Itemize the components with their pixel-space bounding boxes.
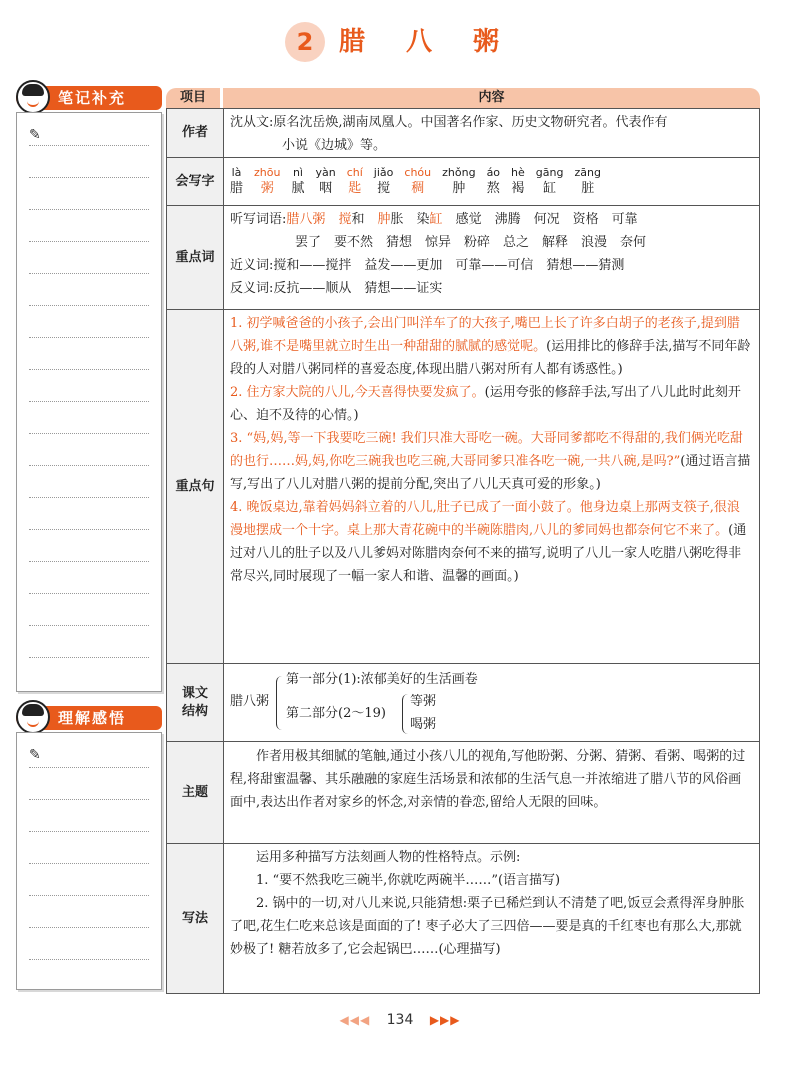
author-line1: 沈从文:原名沈岳焕,湖南凤凰人。中国著名作家、历史文物研究者。代表作有 [230,115,668,130]
sentence-note: (运用排比的修辞手法,描写不同年龄段的人对腊八粥同样的喜爱态度,体现出腊八粥对所有人都有诱惑性。) [230,339,751,377]
row-label: 会写字 [167,158,224,205]
comprehension-label: 理解感悟 [58,709,127,727]
dictation-word: 粥 [312,212,326,227]
char-pinyin: chí [346,166,363,179]
sentence-quote: 4. 晚饭桌边,靠着妈妈斜立着的八儿,肚子已成了一面小鼓了。他身边桌上那两支筷子,很浪漫地摆成一个十字。桌上那大青花碗中的半碗陈腊肉,八儿的爹同妈也都奈何它不来了。 [230,500,740,538]
synonyms: 近义词:搅和——搅拌 益发——更加 可靠——可信 猜想——猜测 [230,258,625,273]
writing-char [347,166,363,198]
char-hanzi: 搅 [377,181,391,196]
note-line [29,209,149,210]
char-pinyin: zhǒng [442,166,476,179]
writing-char [254,166,280,198]
char-hanzi: 脏 [581,181,595,196]
header-content: 内容 [223,88,760,108]
note-line [29,305,149,306]
note-line [29,369,149,370]
note-line [29,799,149,800]
row-words [166,206,760,310]
char-hanzi: 稠 [411,181,425,196]
writing-char [315,166,335,198]
dictation-prefix: 听写词语: [230,212,287,227]
sentence-note: (通过语言描写,写出了八儿对腊八粥的提前分配,突出了八儿天真可爱的形象。) [230,454,751,492]
structure-sub1: 等粥 [410,694,437,709]
writing-char [374,166,394,198]
char-hanzi: 粥 [260,181,274,196]
char-pinyin: jiǎo [373,166,394,179]
structure-root: 腊八粥 [230,694,270,709]
method-example-1: 1. “要不然我吃三碗半,你就吃两碗半……”(语言描写) [256,873,561,888]
note-line [29,561,149,562]
dictation-word: 和 [351,212,365,227]
dictation-word: 肿 [377,212,391,227]
row-sentences [166,310,760,664]
char-hanzi: 腊 [230,181,244,196]
page-footer [0,1010,800,1030]
note-line [29,959,149,960]
structure-label-2: 结构 [181,703,208,719]
dictation-rest: 感觉 沸腾 何况 资格 可靠 [455,212,638,227]
row-author [166,108,760,158]
notes-label: 笔记补充 [58,89,127,107]
char-hanzi: 熬 [486,181,500,196]
writing-char [536,166,564,198]
sentence-quote: 1. 初学喊爸爸的小孩子,会出门叫洋车了的大孩子,嘴巴上长了许多白胡子的老孩子,提到腊八粥,谁不是嘴里就立时生出一种甜甜的腻腻的感觉呢。 [230,316,740,354]
writing-char [442,166,475,198]
note-line [29,497,149,498]
char-hanzi: 匙 [348,181,362,196]
char-hanzi: 腻 [291,181,305,196]
writing-char [230,166,243,198]
lesson-title: 腊 八 粥 [338,27,516,57]
structure-part2: 第二部分(2～19) [286,706,386,721]
sentence-4 [230,496,751,588]
comprehension-box [16,732,162,990]
note-line [29,465,149,466]
sentence-note: (运用夸张的修辞手法,写出了八儿此时此刻开心、迫不及待的心情。) [230,385,741,423]
note-line [29,767,149,768]
note-line [29,177,149,178]
sentence-quote: 2. 住方家大院的八儿,今天喜得快要发疯了。 [230,385,485,400]
row-label: 重点词 [167,206,224,309]
char-pinyin: chóu [404,166,432,179]
notes-box [16,112,162,692]
sentence-2 [230,381,751,427]
writing-char [487,166,500,198]
pencil-icon: ✎ [29,747,41,763]
row-method [166,844,760,994]
writing-char [404,166,431,198]
row-structure [166,664,760,742]
next-arrows-icon: ▶▶▶ [429,1013,461,1027]
row-label [167,664,224,741]
row-label: 写法 [167,844,224,993]
table-header [166,88,760,108]
method-example-2: 2. 锅中的一切,对八儿来说,只能猜想:栗子已稀烂到认不清楚了吧,饭豆会煮得浑身肿胀了吧,花生仁吃来总该是面面的了! 枣子必大了三四倍——要是真的千红枣也有那么大,那就妙极了! 糖若放多了,它会起锅巴……(心理描写) [230,896,745,957]
lesson-number: 2 [285,22,325,62]
dictation-word: 腊八 [286,212,313,227]
antonyms: 反义词:反抗——顺从 猜想——证实 [230,281,443,296]
dictation-word: 染 [416,212,430,227]
structure-sub-brace [402,694,408,734]
pencil-icon: ✎ [29,127,41,143]
note-line [29,241,149,242]
dictation-line2: 罢了 要不然 猜想 惊异 粉碎 总之 解释 浪漫 奈何 [295,235,647,250]
writing-char [511,166,525,198]
row-label: 作者 [167,109,224,157]
page-number: 134 [386,1012,414,1028]
author-line2: 小说《边城》等。 [282,138,387,153]
char-pinyin: yàn [315,166,336,179]
sentence-1 [230,312,751,381]
note-line [29,337,149,338]
row-label: 主题 [167,742,224,843]
prev-arrows-icon: ◀◀◀ [339,1013,371,1027]
note-line [29,145,149,146]
row-label: 重点句 [167,310,224,663]
sentence-quote: 3. “妈,妈,等一下我要吃三碗! 我们只准大哥吃一碗。大哥同爹都吃不得甜的,我们俩光吃甜的也行……妈,妈,你吃三碗我也吃三碗,大哥同爹只准各吃一碗,一共八碗,是吗?” [230,431,743,469]
note-line [29,433,149,434]
structure-sub2: 喝粥 [410,717,437,732]
note-line [29,657,149,658]
dictation-word: 胀 [390,212,404,227]
char-hanzi: 缸 [543,181,557,196]
writing-char [574,166,600,198]
theme-text: 作者用极其细腻的笔触,通过小孩八儿的视角,写他盼粥、分粥、猜粥、看粥、喝粥的过程,将甜蜜温馨、其乐融融的家庭生活场景和浓郁的生活气息一并浓缩进了腊八节的风俗画面中,表达出作者对家乡的怀念,对亲情的眷恋,留给人无限的回味。 [230,749,746,810]
note-line [29,895,149,896]
row-writing [166,158,760,206]
writing-char [291,166,304,198]
dictation-word: 搅 [338,212,352,227]
student-face-icon [16,80,50,114]
char-pinyin: zāng [574,166,601,179]
dictation-line1 [230,208,751,231]
notes-header [16,86,162,110]
structure-part1: 第一部分(1):浓郁美好的生活画卷 [286,672,478,687]
char-pinyin: gāng [535,166,564,179]
char-hanzi: 褐 [511,181,525,196]
structure-brace [276,676,284,730]
char-pinyin: zhōu [254,166,281,179]
header-item: 项目 [166,88,220,108]
char-hanzi: 肿 [452,181,466,196]
note-line [29,927,149,928]
char-hanzi: 咽 [319,181,333,196]
writing-chars [230,166,751,200]
comprehension-header [16,706,162,730]
note-line [29,273,149,274]
note-line [29,401,149,402]
sentence-note: (通过对八儿的肚子以及八儿爹妈对陈腊肉奈何不来的描写,说明了八儿一家人吃腊八粥吃得非常尽兴,同时展现了一幅一家人和谐、温馨的画面。) [230,523,747,584]
note-line [29,863,149,864]
char-pinyin: hè [511,166,525,179]
method-intro: 运用多种描写方法刻画人物的性格特点。示例: [256,850,521,865]
page-title [0,22,800,62]
student-face-icon [16,700,50,734]
structure-label-1: 课文 [181,685,208,701]
note-line [29,529,149,530]
row-theme [166,742,760,844]
note-line [29,831,149,832]
dictation-word: 缸 [429,212,443,227]
sentence-3 [230,427,751,496]
note-line [29,593,149,594]
char-pinyin: nì [292,166,303,179]
char-pinyin: là [231,166,242,179]
note-line [29,625,149,626]
char-pinyin: áo [486,166,501,179]
